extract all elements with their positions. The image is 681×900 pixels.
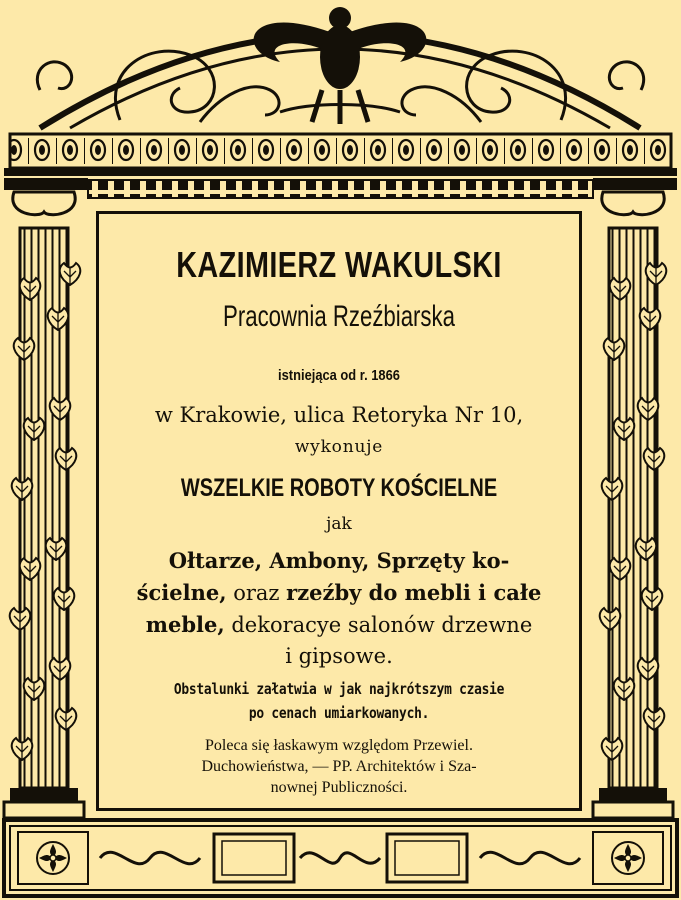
offer-line-4: i gipsowe. — [285, 644, 393, 668]
orders-line-2: po cenach umiarkowanych. — [248, 704, 430, 722]
established-line: istniejąca od r. 1866 — [278, 367, 400, 384]
orders-line-1: Obstalunki załatwia w jak najkrótszym czasie — [173, 680, 505, 698]
address-line: w Krakowie, ulica Retoryka Nr 10, — [154, 403, 524, 427]
offer-line-2: ścielne, oraz rzeźby do mebli i całe — [136, 580, 542, 605]
jak-line: jak — [326, 514, 352, 534]
works-heading: WSZELKIE ROBOTY KOŚCIELNE — [180, 474, 498, 502]
dentil-band — [88, 180, 593, 198]
recommend-line-3: nownej Publiczności. — [270, 779, 408, 796]
proprietor-name: KAZIMIERZ WAKULSKI — [176, 244, 502, 285]
offer-line-3: meble, dekoracye salonów drzewne — [145, 612, 533, 637]
recommend-line-2: Duchowieństwa, — PP. Architektów i Sza- — [201, 758, 477, 775]
offer-line-1: Ołtarze, Ambony, Sprzęty ko- — [168, 548, 510, 573]
performs-line: wykonuje — [294, 437, 384, 457]
recommend-line-1: Poleca się łaskawym względom Przewiel. — [205, 737, 473, 754]
advertisement-text-panel — [96, 211, 582, 811]
egg-and-dart-frieze — [10, 134, 671, 168]
business-type: Pracownia Rzeźbiarska — [223, 300, 455, 333]
